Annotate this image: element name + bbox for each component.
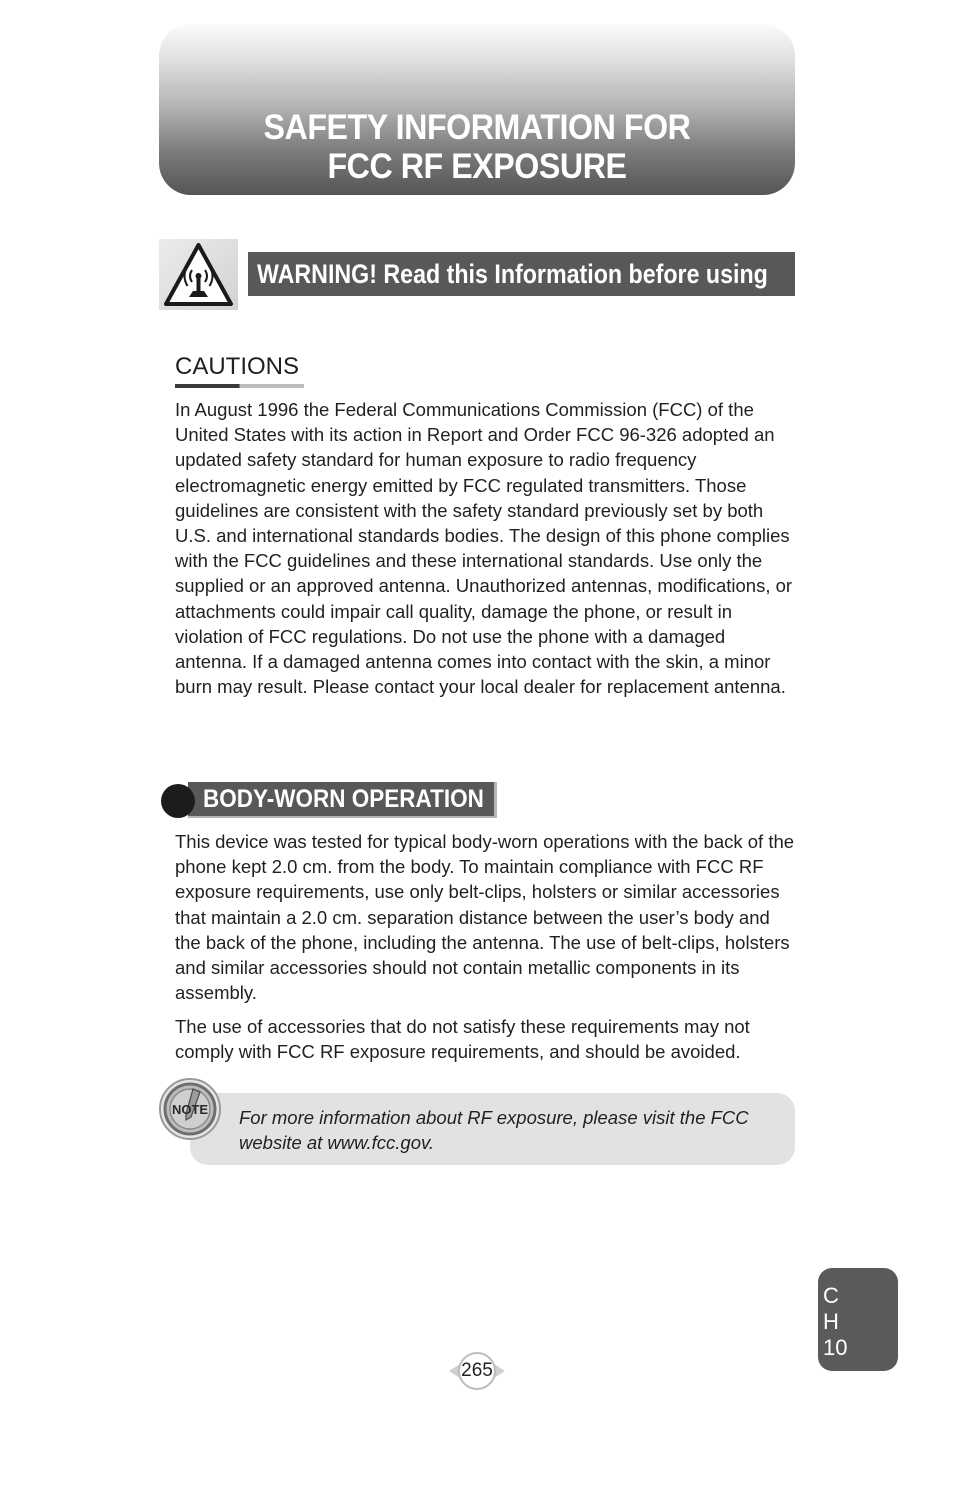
section-bullet-icon xyxy=(161,784,195,818)
cautions-heading: CAUTIONS xyxy=(175,353,300,380)
cautions-paragraph: In August 1996 the Federal Communications Commission (FCC) of the United States with its action in Report and Order FCC 96-326 adopted an updated safety standard for human exposure to radio frequency electromagnetic energy emitted by FCC regulated transmitters. Those guidelines are consistent with the safety standard previously set by both U.S. and international standards bodies. The design of this phone complies with the FCC guidelines and these international standards. Use only the supplied or an approved antenna. Unauthorized antennas, modifications, or attachments could impair call quality, damage the phone, or result in violation of FCC regulations. Do not use the phone with a damaged antenna. If a damaged antenna comes into contact with the skin, a minor burn may result. Please contact your local dealer for replacement antenna. xyxy=(175,399,793,698)
svg-text:NOTE: NOTE xyxy=(171,1102,209,1117)
note-icon xyxy=(159,1077,223,1141)
chapter-label-line-3: 10 xyxy=(823,1335,848,1360)
rf-radiation-warning-icon xyxy=(159,239,238,310)
note-text: For more information about RF exposure, please visit the FCC website at www.fcc.gov. xyxy=(239,1107,749,1153)
warning-text: WARNING! Read this Information before using xyxy=(257,259,768,289)
body-worn-heading: BODY-WORN OPERATION xyxy=(203,785,484,813)
page-title-line-2: FCC RF EXPOSURE xyxy=(327,147,627,186)
body-worn-paragraph-1: This device was tested for typical body-worn operations with the back of the phone kept 2.0 cm. from the body. To maintain compliance with FCC RF exposure requirements, use only belt-clips, holsters or similar accessories that maintain a 2.0 cm. separation distance between the user’s body and the back of the phone, including the antenna. The use of belt-clips, holsters and similar accessories should not contain metallic components in its assembly. xyxy=(175,831,795,1004)
body-worn-paragraph-2: The use of accessories that do not satisfy these requirements may not comply with FCC RF exposure requirements, and should be avoided. xyxy=(175,1016,750,1063)
page-number: 265 xyxy=(461,1360,493,1381)
cautions-underline xyxy=(175,384,304,388)
page-title-line-1: SAFETY INFORMATION FOR xyxy=(263,108,691,147)
chapter-label xyxy=(823,1283,847,1361)
page-title xyxy=(184,108,769,186)
chapter-label-line-2: H xyxy=(823,1309,839,1334)
chapter-label-line-1: C xyxy=(823,1283,839,1308)
